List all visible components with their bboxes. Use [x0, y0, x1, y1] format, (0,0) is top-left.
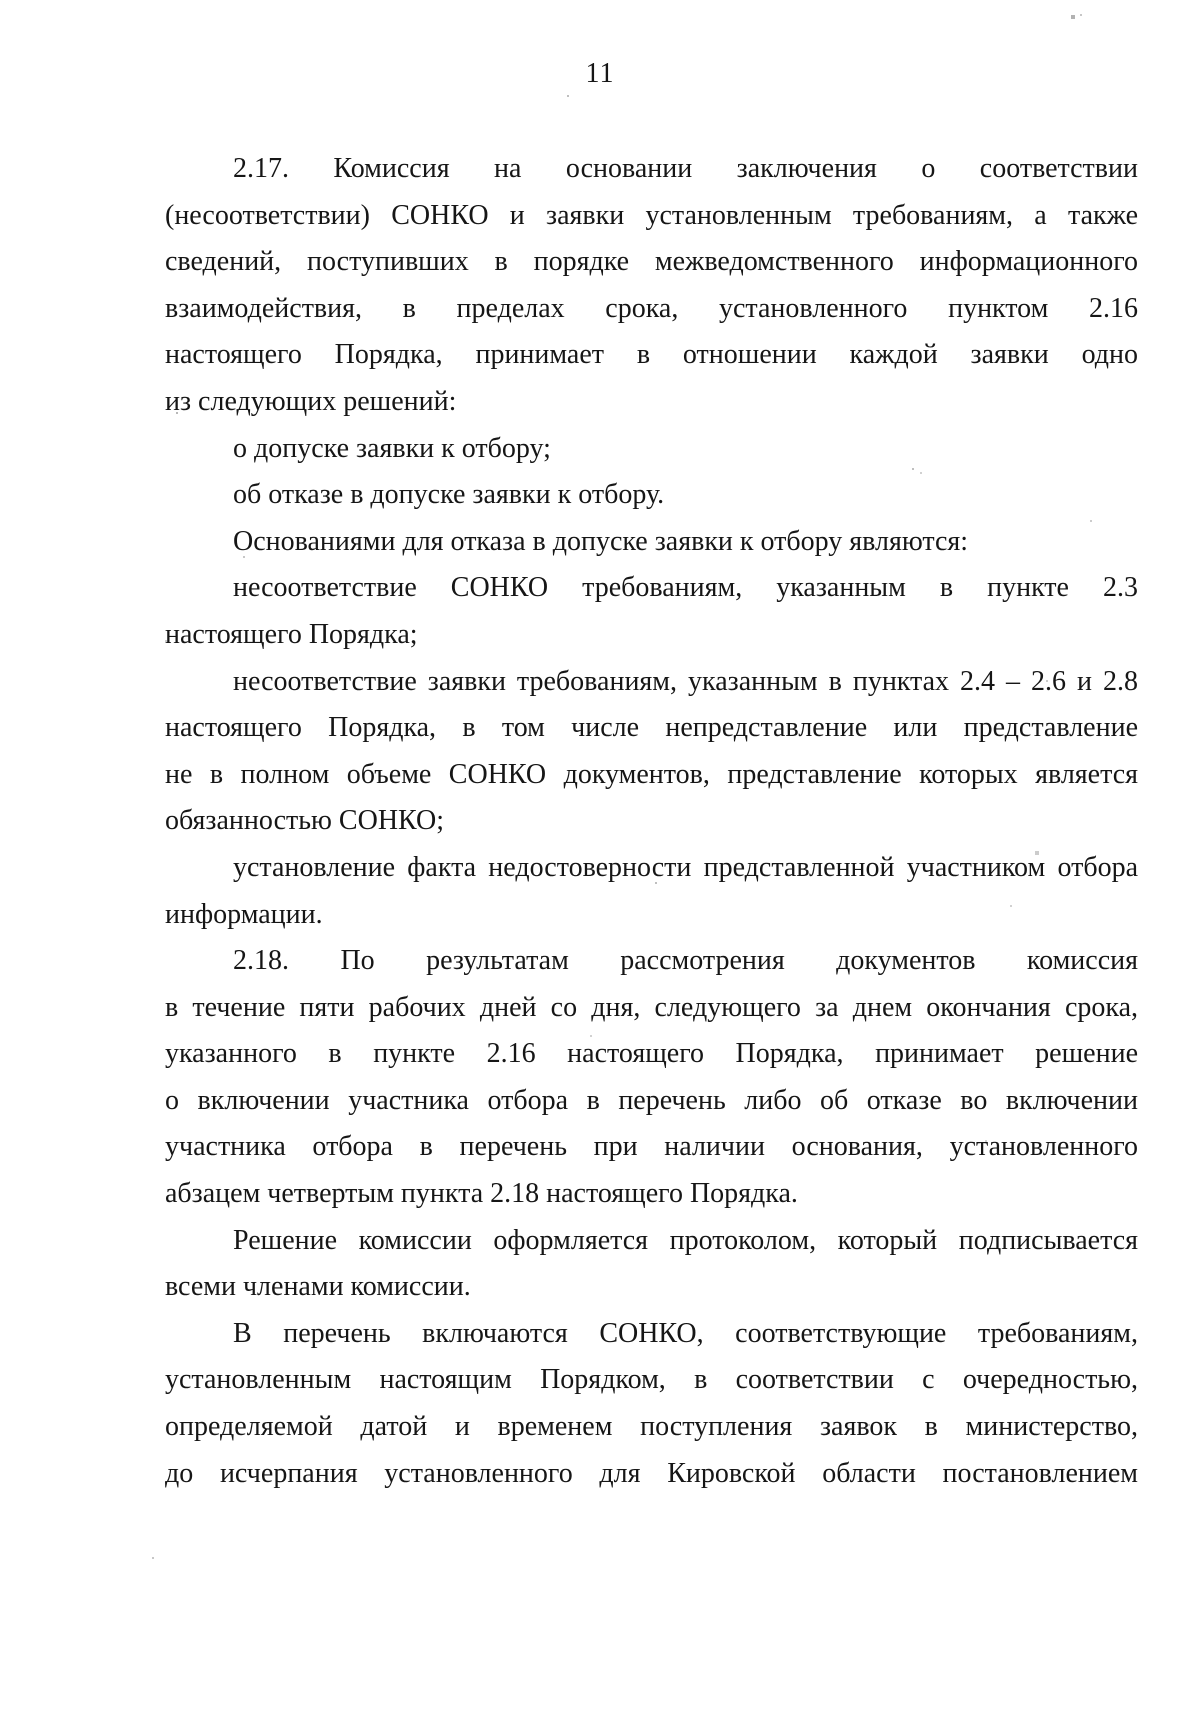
text-line: (несоответствии) СОНКО и заявки установленным требованиям, а также — [165, 199, 1138, 231]
text-line: 2.18. По результатам рассмотрения документов комиссия — [233, 945, 1138, 977]
text-line: участника отбора в перечень при наличии основания, установленного — [165, 1131, 1138, 1163]
text-line: указанного в пункте 2.16 настоящего Порядка, принимает решение — [165, 1038, 1138, 1070]
text-line: не в полном объеме СОНКО документов, представление которых является — [165, 758, 1138, 790]
text-line: установленным настоящим Порядком, в соответствии с очередностью, — [165, 1364, 1138, 1396]
text-line: В перечень включаются СОНКО, соответствующие требованиям, — [233, 1317, 1138, 1349]
text-line: настоящего Порядка; — [165, 618, 418, 650]
text-line: определяемой датой и временем поступления заявок в министерство, — [165, 1411, 1138, 1443]
text-line: об отказе в допуске заявки к отбору. — [233, 479, 665, 511]
text-line: несоответствие заявки требованиям, указанным в пунктах 2.4 – 2.6 и 2.8 — [233, 665, 1138, 697]
text-line: о включении участника отбора в перечень либо об отказе во включении — [165, 1084, 1138, 1116]
page-number: 11 — [585, 58, 615, 89]
text-line: настоящего Порядка, принимает в отношении каждой заявки одно — [165, 339, 1138, 371]
text-line: Решение комиссии оформляется протоколом, который подписывается — [233, 1224, 1138, 1256]
text-line: о допуске заявки к отбору; — [233, 432, 551, 464]
text-line: 2.17. Комиссия на основании заключения о соответствии — [233, 153, 1138, 184]
text-line: в течение пяти рабочих дней со дня, следующего за днем окончания срока, — [165, 991, 1138, 1023]
text-line: несоответствие СОНКО требованиям, указанным в пункте 2.3 — [233, 572, 1138, 604]
text-line: сведений, поступивших в порядке межведомственного информационного — [165, 246, 1138, 278]
text-line: информации. — [165, 898, 323, 930]
text-line: абзацем четвертым пункта 2.18 настоящего Порядка. — [165, 1178, 798, 1210]
text-block — [165, 146, 1138, 1497]
text-line: настоящего Порядка, в том числе непредставление или представление — [165, 712, 1138, 744]
text-line: из следующих решений: — [165, 385, 457, 417]
text-line: установление факта недостоверности представленной участником отбора — [233, 851, 1138, 883]
text-line: обязанностью СОНКО; — [165, 805, 445, 837]
text-line: взаимодействия, в пределах срока, установленного пунктом 2.16 — [165, 292, 1138, 324]
text-line: всеми членами комиссии. — [165, 1271, 471, 1303]
scan-noise — [0, 0, 2, 2]
text-line: до исчерпания установленного для Кировской области постановлением — [165, 1457, 1138, 1489]
text-line: Основаниями для отказа в допуске заявки к отбору являются: — [233, 525, 969, 557]
